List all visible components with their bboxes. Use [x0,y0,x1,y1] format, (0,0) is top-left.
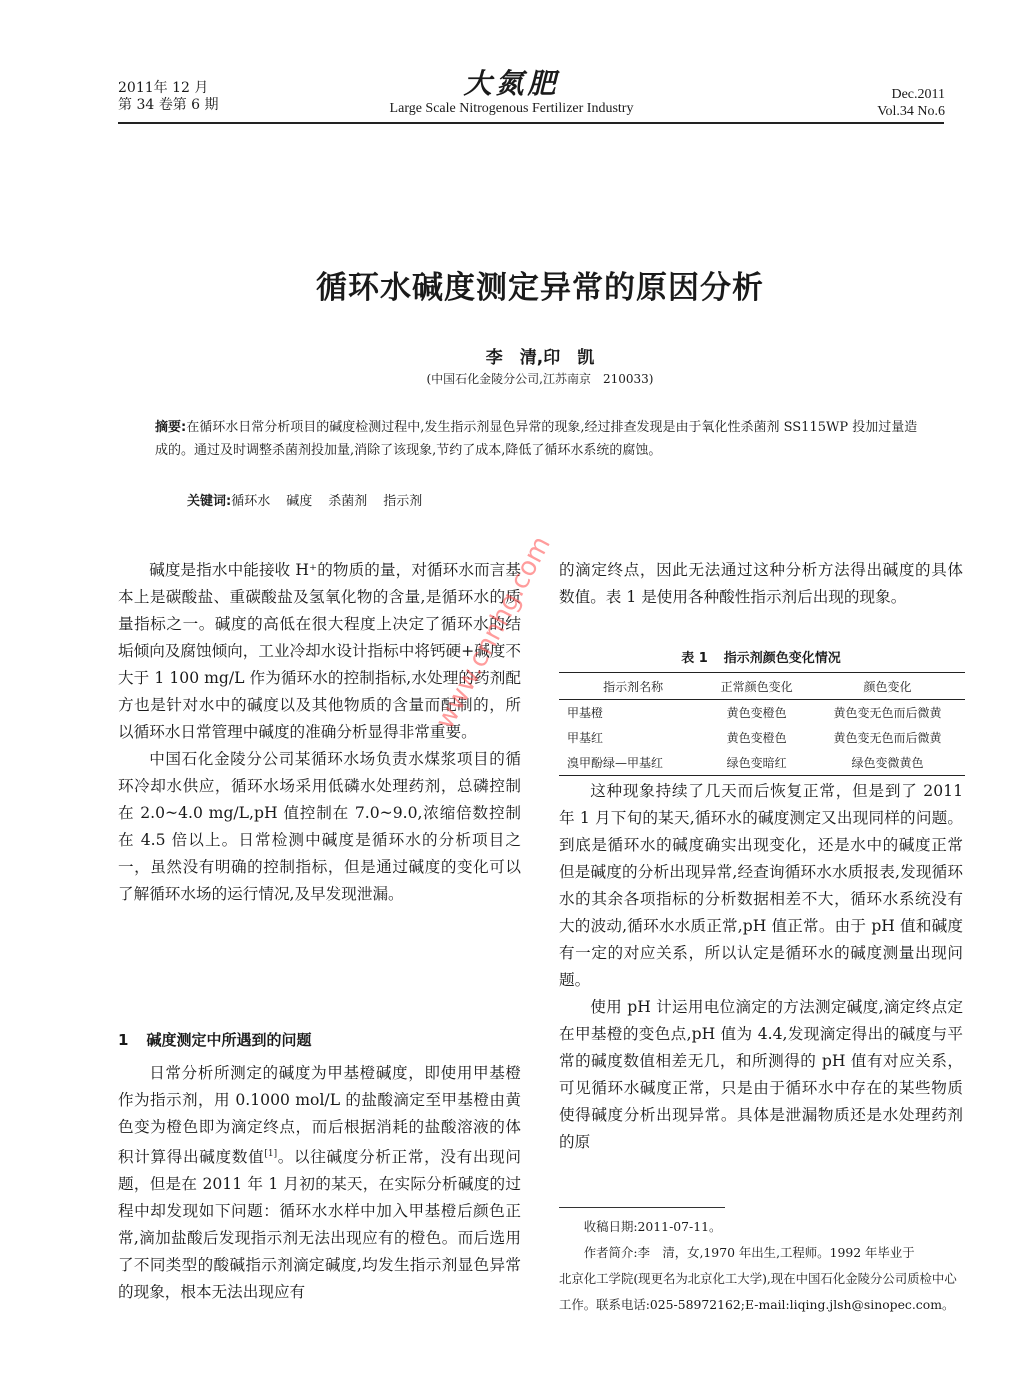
section-title: 碱度测定中所遇到的问题 [146,1031,312,1049]
keyword: 指示剂 [383,494,423,509]
table-cell: 黄色变无色而后微黄 [833,706,942,720]
received-date: 收稿日期:2011-07-11。 [583,1219,722,1234]
keyword: 碱度 [286,494,313,509]
paragraph-text: 。以往碱度分析正常，没有出现问题，但是在 2011 年 1 月初的某天，在实际分析碱度的过程中却发现如下问题：循环水水样中加入甲基橙后颜色正常,滴加盐酸后发现指示剂无法出现应有的橙色。而后选用了不同类型的酸碱指示剂滴定碱度,均发生指示剂显色异常的现象，根本无法出现应有 [118,1148,521,1302]
issue-date-en: Dec.2011 [891,87,945,102]
keywords [187,492,438,512]
journal-name-en: Large Scale Nitrogenous Fertilizer Industry [389,101,634,116]
table-cell: 黄色变橙色 [726,731,787,745]
paragraph: 使用 pH 计运用电位滴定的方法测定碱度,滴定终点定在甲基橙的变色点,pH 值为 4.4,发现滴定得出的碱度与平常的碱度数值相差无几，和所测得的 pH 值有对应关系，可见循环水碱度正常，只是由于循环水中存在的某些物质使得碱度分析出现异常。具体是泄漏物质还是水处理药剂的原 [559,998,963,1151]
section-heading [118,1029,311,1050]
table-header-cell: 指示剂名称 [559,673,703,700]
table-cell: 绿色变暗红 [703,750,810,776]
citation-ref[interactable]: [1] [264,1149,278,1159]
keyword: 循环水 [231,494,271,509]
abstract-text: 在循环水日常分析项目的碱度检测过程中,发生指示剂显色异常的现象,经过排查发现是由于氧化性杀菌剂 SS115WP 投加过量造成的。通过及时调整杀菌剂投加量,消除了该现象,节约了成本,降低了循环水系统的腐蚀。 [155,420,918,458]
journal-logo: 大氮肥 [463,67,560,100]
section-number: 1 [118,1031,129,1049]
issue-info-cn [118,80,219,114]
article-authors: 李 清,印 凯 [485,348,595,368]
left-column-section1 [118,1060,521,1306]
table-row [559,700,965,726]
abstract [155,416,930,462]
author-affiliation: (中国石化金陵分公司,江苏南京 210033) [426,372,654,386]
footnote [559,1214,969,1318]
paragraph [118,1060,521,1306]
paragraph: 碱度是指水中能接收 H⁺的物质的量，对循环水而言基本上是碳酸盐、重碳酸盐及氢氧化物的含量,是循环水的质量指标之一。碱度的高低在很大程度上决定了循环水的结垢倾向及腐蚀倾向，工业冷却水设计指标中将钙硬+碱度不大于 1 100 mg/L 作为循环水的控制指标,水处理的药剂配方也是针对水中的碱度以及其他物质的含量而配制的，所以循环水日常管理中碱度的准确分析显得非常重要。 [118,561,521,741]
journal-masthead [300,68,723,117]
table-caption [559,647,963,666]
indicator-table [559,672,965,776]
table-cell: 甲基红 [567,731,604,745]
table-cell: 甲基橙 [567,706,604,720]
table-title: 指示剂颜色变化情况 [723,651,841,666]
paragraph: 的滴定终点，因此无法通过这种分析方法得出碱度的具体数值。表 1 是使用各种酸性指示剂后出现的现象。 [559,561,963,606]
issue-info-en [877,86,945,120]
keywords-label: 关键词: [187,494,232,509]
issue-volume-en: Vol.34 No.6 [877,104,945,119]
header-rule [118,122,944,124]
table-cell: 黄色变无色而后微黄 [833,731,942,745]
right-column-continuation [559,557,963,611]
table-header-cell: 正常颜色变化 [703,673,810,700]
abstract-label: 摘要: [155,420,187,435]
table-row [559,725,965,750]
table-row [559,750,965,776]
keyword: 杀菌剂 [328,494,368,509]
paragraph-text: 日常分析所测定的碱度为甲基橙碱度，即使用甲基橙作为指示剂，用 0.1000 mol/L 的盐酸滴定至甲基橙由黄色变为橙色即为滴定终点，而后根据消耗的盐酸溶液的体积计算得出碱度数值 [118,1064,521,1167]
paragraph: 中国石化金陵分公司某循环水场负责水煤浆项目的循环冷却水供应，循环水场采用低磷水处理药剂，总磷控制在 2.0~4.0 mg/L,pH 值控制在 7.0~9.0,浓缩倍数控制在 4.5 倍以上。日常检测中碱度是循环水的分析项目之一，虽然没有明确的控制指标，但是通过碱度的变化可以了解循环水场的运行情况,及早发现泄漏。 [118,750,521,903]
table-header-cell: 颜色变化 [810,673,965,700]
article-title: 循环水碱度测定异常的原因分析 [316,270,764,306]
right-column-body [559,778,963,1156]
table-cell: 绿色变微黄色 [810,750,965,776]
issue-date-cn: 2011年 12 月 [118,80,209,96]
table-number: 表 1 [681,651,708,666]
left-column-intro [118,557,521,908]
watermark: www.cnnhg.com [430,531,557,735]
footnote-rule [559,1207,725,1208]
table-cell: 溴甲酚绿—甲基红 [559,750,703,776]
author-bio: 作者简介:李 清，女,1970 年出生,工程师。1992 年毕业于 [583,1245,915,1260]
table-header-row [559,673,965,700]
table-cell: 黄色变橙色 [726,706,787,720]
paragraph: 这种现象持续了几天而后恢复正常，但是到了 2011 年 1 月下旬的某天,循环水的碱度测定又出现同样的问题。到底是循环水的碱度确实出现变化，还是水中的碱度正常但是碱度的分析出现异常,经查询循环水水质报表,发现循环水的其余各项指标的分析数据相差不大，循环水系统没有大的波动,循环水水质正常,pH 值正常。由于 pH 值和碱度有一定的对应关系，所以认定是循环水的碱度测量出现问题。 [559,782,963,989]
author-bio-continued: 北京化工学院(现更名为北京化工大学),现在中国石化金陵分公司质检中心工作。联系电话:025-58972162;E-mail:liqing.jlsh@sinopec.com。 [559,1271,957,1312]
issue-volume-cn: 第 34 卷第 6 期 [118,97,219,113]
